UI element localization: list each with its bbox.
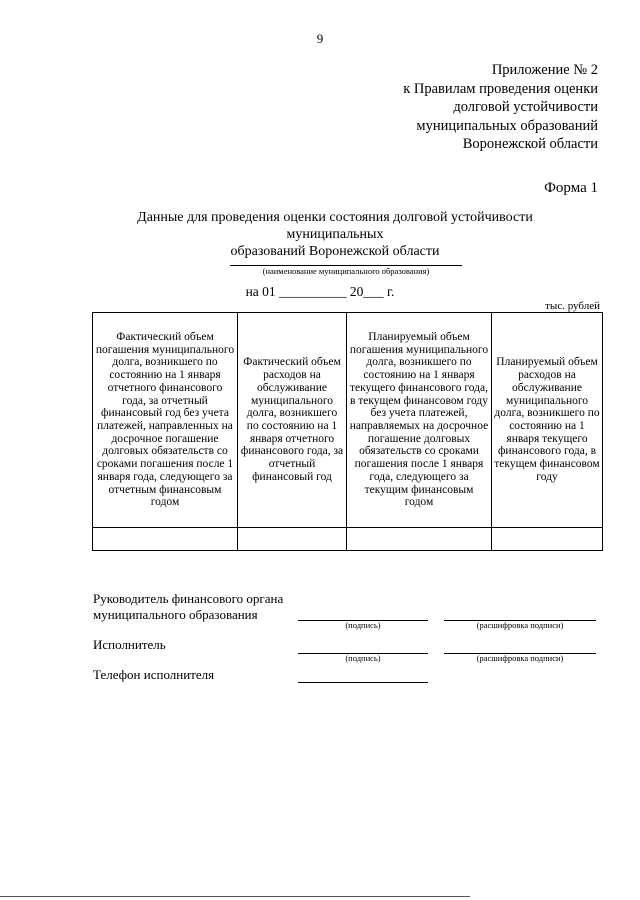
table-cell[interactable] [492, 528, 603, 551]
head-decoding-caption: (расшифровка подписи) [476, 620, 564, 630]
table-cell[interactable] [347, 528, 492, 551]
head-label-line-2: муниципального образования [93, 606, 258, 622]
head-label [93, 591, 283, 622]
footer-rule [0, 896, 470, 897]
appendix-line: муниципальных образований [416, 117, 598, 134]
table-cell[interactable] [238, 528, 347, 551]
title-line-1: Данные для проведения оценки состояния долговой устойчивости муниципальных [137, 210, 533, 242]
phone-line[interactable] [298, 682, 428, 683]
document-title [90, 209, 580, 260]
form-label: Форма 1 [544, 180, 598, 196]
appendix-line: долговой устойчивости [453, 99, 598, 115]
header-planned-repayment: Планируемый объем погашения муниципального долга, возникшего по состоянию на 1 января текущего финансового года, в текущем финансовом году без учета платежей, направляемых на досрочное погашение долговых обязательств со сроками погашения после 1 января года, следующего за текущим финансовым годом [347, 313, 492, 528]
appendix-line: Воронежской области [462, 136, 598, 152]
units-label: тыс. рублей [545, 300, 600, 312]
table-header-row [93, 313, 603, 528]
executor-decoding-caption: (расшифровка подписи) [476, 653, 564, 663]
table-row [93, 528, 603, 551]
executor-label: Исполнитель [93, 637, 166, 652]
appendix-line: Приложение № 2 [491, 62, 598, 78]
page-number: 9 [316, 31, 324, 46]
table-cell[interactable] [93, 528, 238, 551]
head-label-line-1: Руководитель финансового органа [93, 591, 284, 606]
header-actual-servicing: Фактический объем расходов на обслуживание муниципального долга, возникшего по состоянию на 1 января отчетного финансового года, за отчетный финансовый год [238, 313, 347, 528]
report-date-line[interactable]: на 01 __________ 20___ г. [245, 284, 395, 299]
head-signature-caption: (подпись) [345, 620, 381, 630]
header-planned-servicing: Планируемый объем расходов на обслуживание муниципального долга, возникшего по состоянию на 1 января текущего финансового года, в текущем финансовом году [492, 313, 603, 528]
appendix-line: к Правилам проведения оценки [403, 80, 598, 97]
executor-signature-caption: (подпись) [345, 653, 381, 663]
data-table [92, 312, 603, 551]
phone-label: Телефон исполнителя [93, 667, 215, 682]
municipality-caption: (наименование муниципального образования) [262, 266, 430, 276]
title-line-2: образований Воронежской области [230, 244, 440, 259]
appendix-header [403, 61, 598, 154]
header-actual-repayment: Фактический объем погашения муниципального долга, возникшего по состоянию на 1 января отчетного финансового года, за отчетный финансовый год без учета платежей, направленных на досрочное погашение долговых обязательств со сроками погашения после 1 января года, следующего за отчетным финансовым годом [93, 313, 238, 528]
